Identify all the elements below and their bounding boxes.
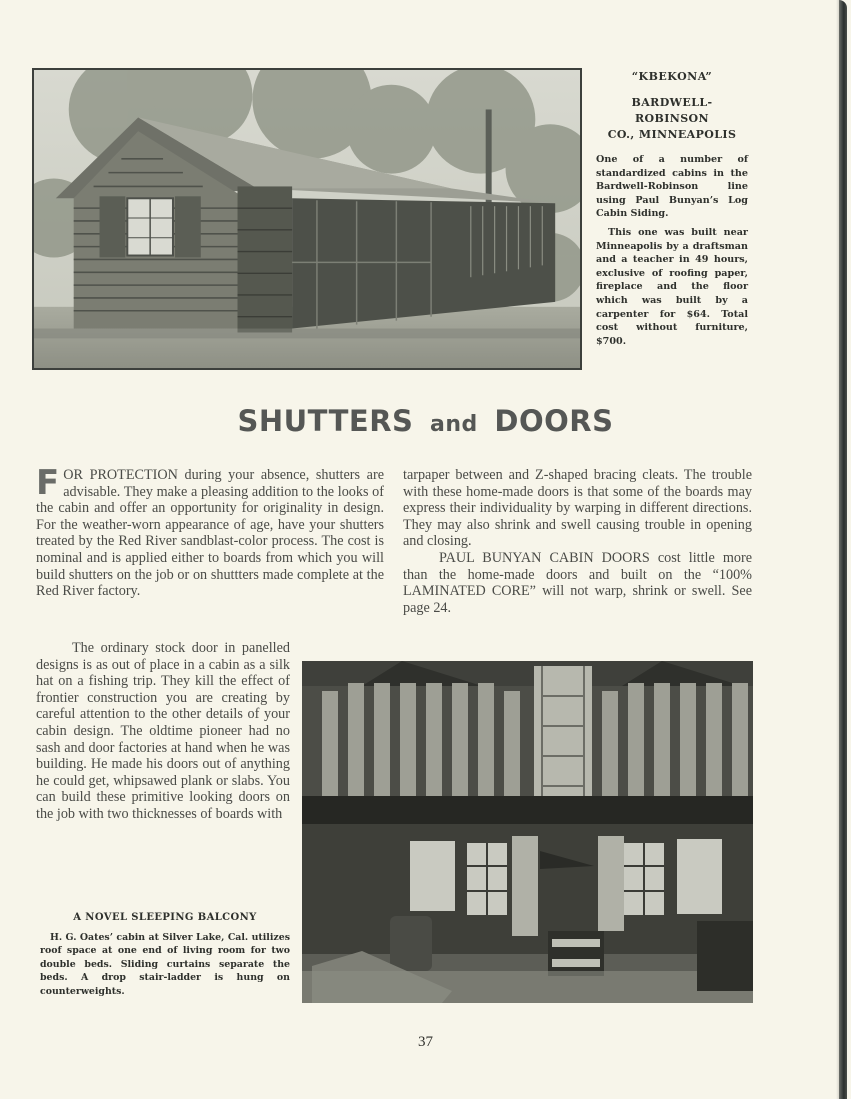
article-column-left-top (36, 463, 384, 600)
caption-company-line2: CO., MINNEAPOLIS (607, 128, 737, 141)
bottom-photo-caption (40, 912, 290, 998)
article-paragraph-1-text: OR PROTECTION during your absence, shutters are advisable. They make a pleasing addition to the looks of the cabin and offer an opportunity for originality in design. For the weather-worn appearance of age, have your shutters treated by the Red River sandblast-color process. The cost is nominal and is applied either to boards from which you will build shutters on the job or on shuttters made complete at the Red River factory. (36, 467, 384, 600)
page-number: 37 (418, 1034, 433, 1050)
drop-cap: F (36, 463, 60, 503)
caption-company (596, 95, 748, 143)
photo-sleeping-balcony (302, 661, 753, 1003)
article-paragraph-3: PAUL BUNYAN CABIN DOORS cost little more than the home-made doors and built on the “100% LAMINATED CORE” will not warp, shrink or swell. See page 24. (403, 549, 752, 616)
article-column-right (403, 467, 752, 616)
bottom-caption-title: A NOVEL SLEEPING BALCONY (73, 912, 257, 923)
top-photo-caption (596, 70, 748, 353)
log-cabin-illustration (34, 70, 580, 368)
article-paragraph-2: The ordinary stock door in panelled designs is as out of place in a cabin as a silk hat on a fishing trip. They kill the effect of frontier construction you are creating by careful attention to the other details of your cabin design. The oldtime pioneer had no sash and door factories at hand when he was building. He made his doors out of anything he could get, whipsawed plank or slabs. You can build these primitive looking doors on the job with two thicknesses of boards with (36, 640, 290, 822)
page-edge (839, 0, 847, 1099)
caption-cabin-name: “KBEKONA” (631, 70, 713, 83)
caption-paragraph-1: One of a number of standardized cabins in the Bardwell-Robinson line using Paul Bunyan’s Log Cabin Siding. (596, 154, 748, 220)
caption-company-line1: BARDWELL-ROBINSON (631, 96, 713, 125)
caption-paragraph-2: This one was built near Minneapolis by a draftsman and a teacher in 49 hours, exclusive of roofing paper, fireplace and the floor which was built by a carpenter for $64. Total cost without furniture, $700. (596, 226, 748, 347)
page-title (0, 404, 851, 438)
article-paragraph-2-continued: tarpaper between and Z-shaped bracing cleats. The trouble with these home-made doors is that some of the boards may express their individuality by warping in different directions. They may also shrink and swell causing trouble in opening and closing. (403, 467, 752, 550)
title-word-and: and (430, 412, 478, 437)
photo-log-cabin (32, 68, 582, 370)
sleeping-balcony-illustration (302, 661, 753, 1003)
bottom-caption-body: H. G. Oates’ cabin at Silver Lake, Cal. utilizes roof space at one end of living room for two double beds. Sliding curtains separate the beds. A drop stair-ladder is hung on counterweights. (40, 932, 290, 997)
title-word-doors: DOORS (494, 404, 614, 438)
article-column-left-middle (36, 640, 290, 823)
title-word-shutters: SHUTTERS (237, 404, 414, 438)
article-paragraph-1 (36, 463, 384, 600)
